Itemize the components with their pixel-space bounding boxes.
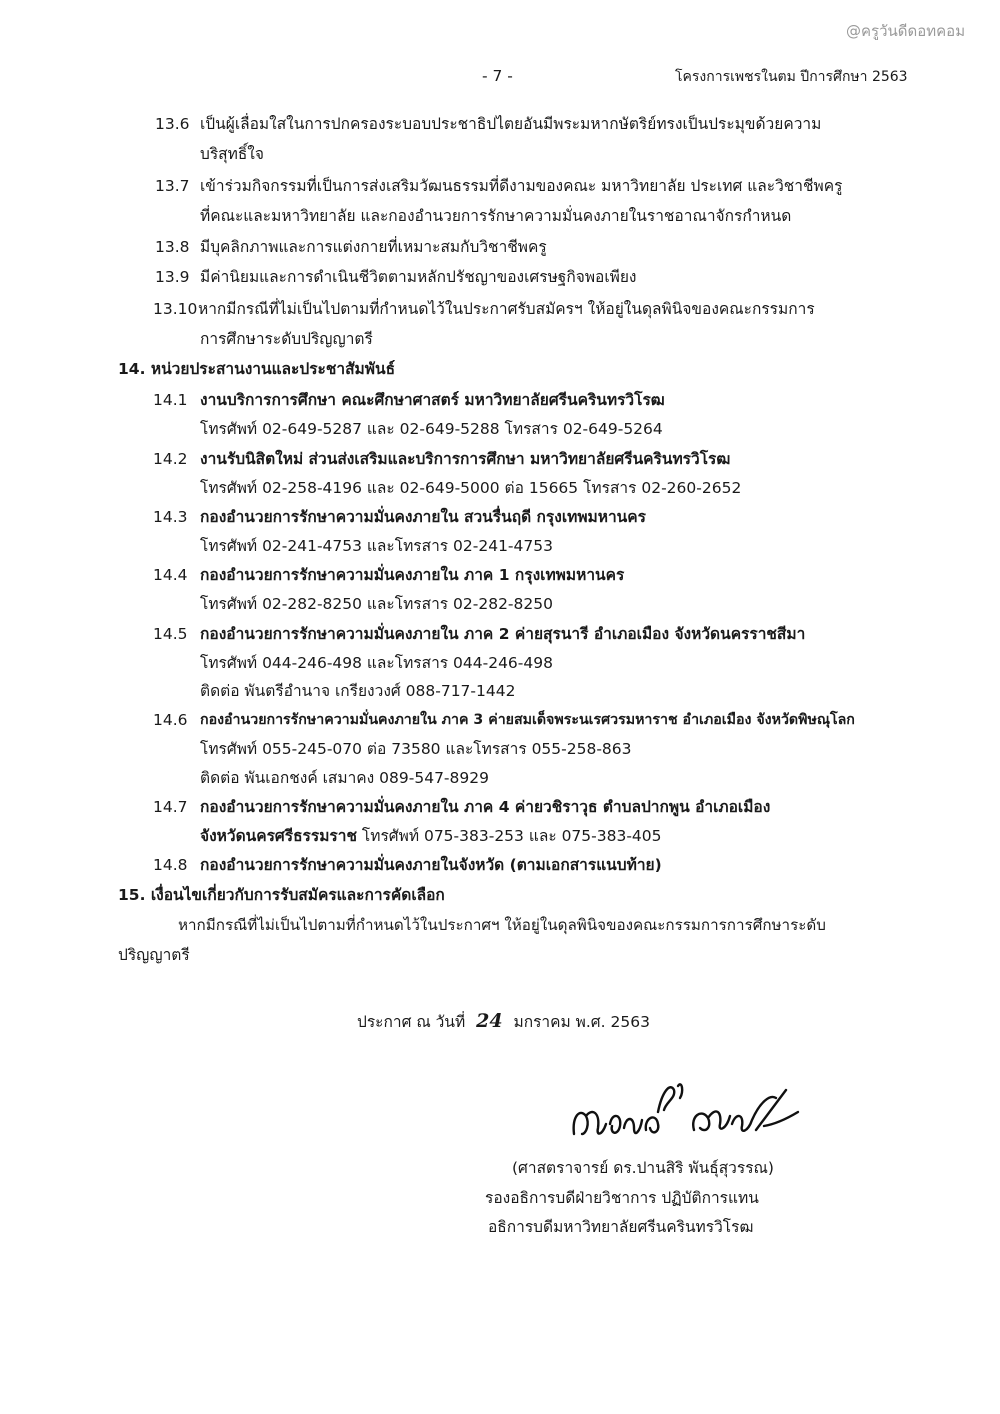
item-number: 14.7 bbox=[153, 798, 188, 816]
contact-title: กองอำนวยการรักษาความมั่นคงภายใน สวนรื่นฤดี กรุงเทพมหานคร bbox=[200, 508, 646, 526]
item-number: 13.6 bbox=[155, 115, 190, 133]
item-number: 14.6 bbox=[153, 711, 188, 729]
contact-title: กองอำนวยการรักษาความมั่นคงภายใน ภาค 4 ค่ายวชิราวุธ ตำบลปากพูน อำเภอเมือง bbox=[200, 798, 771, 816]
item-text: ที่คณะและมหาวิทยาลัย และกองอำนวยการรักษาความมั่นคงภายในราชอาณาจักรกำหนด bbox=[200, 207, 792, 225]
contact-title: กองอำนวยการรักษาความมั่นคงภายใน ภาค 1 กรุงเทพมหานคร bbox=[200, 566, 625, 584]
province-name: จังหวัดนครศรีธรรมราช bbox=[200, 827, 357, 845]
project-header: โครงการเพชรในตม ปีการศึกษา 2563 bbox=[675, 69, 908, 85]
announce-month-year: มกราคม พ.ศ. 2563 bbox=[513, 1013, 650, 1031]
contact-line: ติดต่อ พันตรีอำนาจ เกรียงวงศ์ 088-717-1442 bbox=[200, 682, 516, 700]
contact-title: กองอำนวยการรักษาความมั่นคงภายในจังหวัด (ตามเอกสารแนบท้าย) bbox=[200, 856, 662, 874]
item-text: บริสุทธิ์ใจ bbox=[200, 145, 264, 163]
contact-line: โทรศัพท์ 044-246-498 และโทรสาร 044-246-498 bbox=[200, 654, 553, 672]
contact-title: งานรับนิสิตใหม่ ส่วนส่งเสริมและบริการการศึกษา มหาวิทยาลัยศรีนครินทรวิโรฒ bbox=[200, 450, 731, 468]
contact-phone: โทรศัพท์ 075-383-253 และ 075-383-405 bbox=[356, 827, 662, 845]
contact-title: งานบริการการศึกษา คณะศึกษาศาสตร์ มหาวิทยาลัยศรีนครินทรวิโรฒ bbox=[200, 391, 665, 409]
section-15-paragraph: หากมีกรณีที่ไม่เป็นไปตามที่กำหนดไว้ในประกาศฯ ให้อยู่ในดุลพินิจของคณะกรรมการการศึกษาระดับ bbox=[178, 916, 826, 934]
item-text: มีค่านิยมและการดำเนินชีวิตตามหลักปรัชญาของเศรษฐกิจพอเพียง bbox=[200, 268, 637, 286]
item-text: เป็นผู้เลื่อมใสในการปกครองระบอบประชาธิปไตยอันมีพระมหากษัตริย์ทรงเป็นประมุขด้วยความ bbox=[200, 115, 822, 133]
item-number: 13.9 bbox=[155, 268, 190, 286]
announcement-date bbox=[357, 1012, 650, 1031]
announce-prefix: ประกาศ ณ วันที่ bbox=[357, 1013, 466, 1031]
contact-line: โทรศัพท์ 02-258-4196 และ 02-649-5000 ต่อ 15665 โทรสาร 02-260-2652 bbox=[200, 479, 742, 497]
section-15-heading: 15. เงื่อนไขเกี่ยวกับการรับสมัครและการคัดเลือก bbox=[118, 886, 445, 904]
item-number: 14.2 bbox=[153, 450, 188, 468]
item-text: การศึกษาระดับปริญญาตรี bbox=[200, 330, 373, 348]
page-number: - 7 - bbox=[482, 67, 513, 85]
item-text: หากมีกรณีที่ไม่เป็นไปตามที่กำหนดไว้ในประกาศรับสมัครฯ ให้อยู่ในดุลพินิจของคณะกรรมการ bbox=[198, 300, 815, 318]
section-15-paragraph: ปริญญาตรี bbox=[118, 946, 190, 964]
watermark: @ครูวันดีดอทคอม bbox=[846, 22, 966, 40]
item-number: 14.5 bbox=[153, 625, 188, 643]
contact-title: กองอำนวยการรักษาความมั่นคงภายใน ภาค 3 ค่ายสมเด็จพระนเรศวรมหาราช อำเภอเมือง จังหวัดพิษณุโลก bbox=[200, 712, 855, 728]
contact-line: ติดต่อ พันเอกชงค์ เสมาคง 089-547-8929 bbox=[200, 769, 489, 787]
item-number: 13.10 bbox=[153, 300, 198, 318]
contact-line: โทรศัพท์ 02-282-8250 และโทรสาร 02-282-8250 bbox=[200, 595, 553, 613]
section-14-heading: 14. หน่วยประสานงานและประชาสัมพันธ์ bbox=[118, 360, 396, 378]
contact-line: โทรศัพท์ 055-245-070 ต่อ 73580 และโทรสาร 055-258-863 bbox=[200, 740, 632, 758]
item-number: 14.8 bbox=[153, 856, 188, 874]
signatory-name: (ศาสตราจารย์ ดร.ปานสิริ พันธุ์สุวรรณ) bbox=[512, 1159, 774, 1177]
contact-title: กองอำนวยการรักษาความมั่นคงภายใน ภาค 2 ค่ายสุรนารี อำเภอเมือง จังหวัดนครราชสีมา bbox=[200, 625, 806, 643]
item-number: 14.4 bbox=[153, 566, 188, 584]
item-text: มีบุคลิกภาพและการแต่งกายที่เหมาะสมกับวิชาชีพครู bbox=[200, 238, 547, 256]
signatory-title: อธิการบดีมหาวิทยาลัยศรีนครินทรวิโรฒ bbox=[488, 1218, 754, 1236]
item-text: เข้าร่วมกิจกรรมที่เป็นการส่งเสริมวัฒนธรรมที่ดีงามของคณะ มหาวิทยาลัย ประเทศ และวิชาชีพครู bbox=[200, 177, 843, 195]
signatory-title: รองอธิการบดีฝ่ายวิชาการ ปฏิบัติการแทน bbox=[485, 1189, 759, 1207]
announce-day: 24 bbox=[476, 1010, 503, 1032]
contact-line bbox=[200, 829, 662, 845]
item-number: 14.3 bbox=[153, 508, 188, 526]
item-number: 13.7 bbox=[155, 177, 190, 195]
contact-line: โทรศัพท์ 02-649-5287 และ 02-649-5288 โทรสาร 02-649-5264 bbox=[200, 420, 663, 438]
item-number: 14.1 bbox=[153, 391, 188, 409]
contact-line: โทรศัพท์ 02-241-4753 และโทรสาร 02-241-4753 bbox=[200, 537, 553, 555]
item-number: 13.8 bbox=[155, 238, 190, 256]
signature-image bbox=[566, 1072, 806, 1152]
